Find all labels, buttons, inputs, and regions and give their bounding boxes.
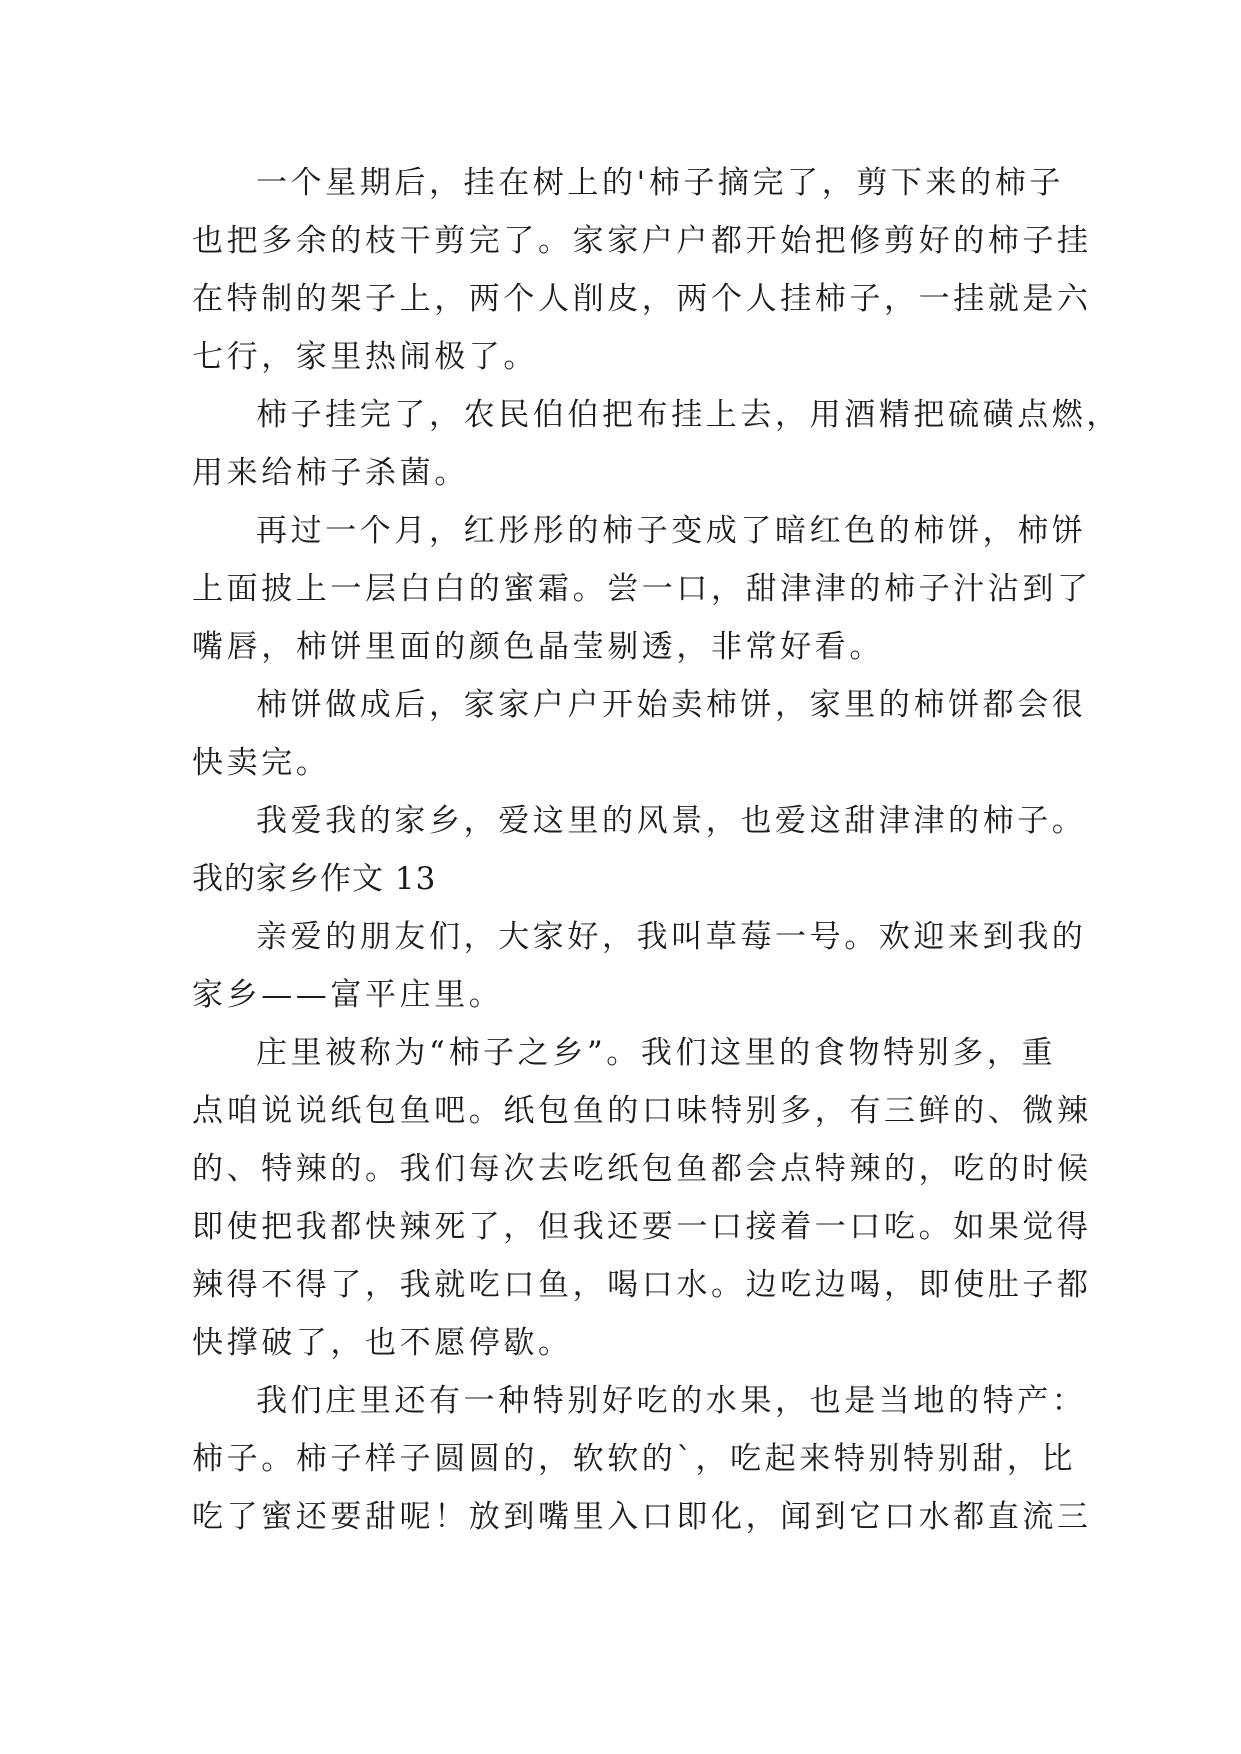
text-line: 我们庄里还有一种特别好吃的水果，也是当地的特产： bbox=[256, 1383, 1087, 1419]
text-line: 再过一个月，红彤彤的柿子变成了暗红色的柿饼，柿饼 bbox=[256, 513, 1087, 549]
text-line: 我爱我的家乡，爱这里的风景，也爱这甜津津的柿子。 bbox=[256, 803, 1087, 839]
text-line: 七行，家里热闹极了。 bbox=[192, 339, 538, 375]
text-line: 嘴唇，柿饼里面的颜色晶莹剔透，非常好看。 bbox=[192, 629, 884, 665]
text-line: 家乡——富平庄里。 bbox=[192, 977, 504, 1013]
text-line: 点咱说说纸包鱼吧。纸包鱼的口味特别多，有三鲜的、微辣 bbox=[192, 1093, 1092, 1129]
text-line: 在特制的架子上，两个人削皮，两个人挂柿子，一挂就是六 bbox=[192, 281, 1092, 317]
text-line: 庄里被称为“柿子之乡”。我们这里的食物特别多，重 bbox=[256, 1035, 1057, 1071]
text-line: 上面披上一层白白的蜜霜。尝一口，甜津津的柿子汁沾到了 bbox=[192, 571, 1092, 607]
text-line: 即使把我都快辣死了，但我还要一口接着一口吃。如果觉得 bbox=[192, 1209, 1092, 1245]
text-line: 柿子。柿子样子圆圆的，软软的`，吃起来特别特别甜，比 bbox=[192, 1441, 1077, 1477]
text-line: 柿子挂完了，农民伯伯把布挂上去，用酒精把硫磺点燃， bbox=[256, 397, 1121, 433]
text-line: 也把多余的枝干剪完了。家家户户都开始把修剪好的柿子挂 bbox=[192, 223, 1092, 259]
text-line: 一个星期后，挂在树上的'柿子摘完了，剪下来的柿子 bbox=[256, 165, 1064, 201]
text-line: 柿饼做成后，家家户户开始卖柿饼，家里的柿饼都会很 bbox=[256, 687, 1087, 723]
text-line: 快卖完。 bbox=[192, 745, 331, 781]
text-line: 辣得不得了，我就吃口鱼，喝口水。边吃边喝，即使肚子都 bbox=[192, 1267, 1092, 1303]
section-heading: 我的家乡作文 13 bbox=[192, 861, 437, 897]
text-line: 用来给柿子杀菌。 bbox=[192, 455, 469, 491]
text-line: 快撑破了，也不愿停歇。 bbox=[192, 1325, 573, 1361]
text-line: 的、特辣的。我们每次去吃纸包鱼都会点特辣的，吃的时候 bbox=[192, 1151, 1092, 1187]
text-line: 吃了蜜还要甜呢！放到嘴里入口即化，闻到它口水都直流三 bbox=[192, 1499, 1092, 1535]
text-line: 亲爱的朋友们，大家好，我叫草莓一号。欢迎来到我的 bbox=[256, 919, 1087, 955]
